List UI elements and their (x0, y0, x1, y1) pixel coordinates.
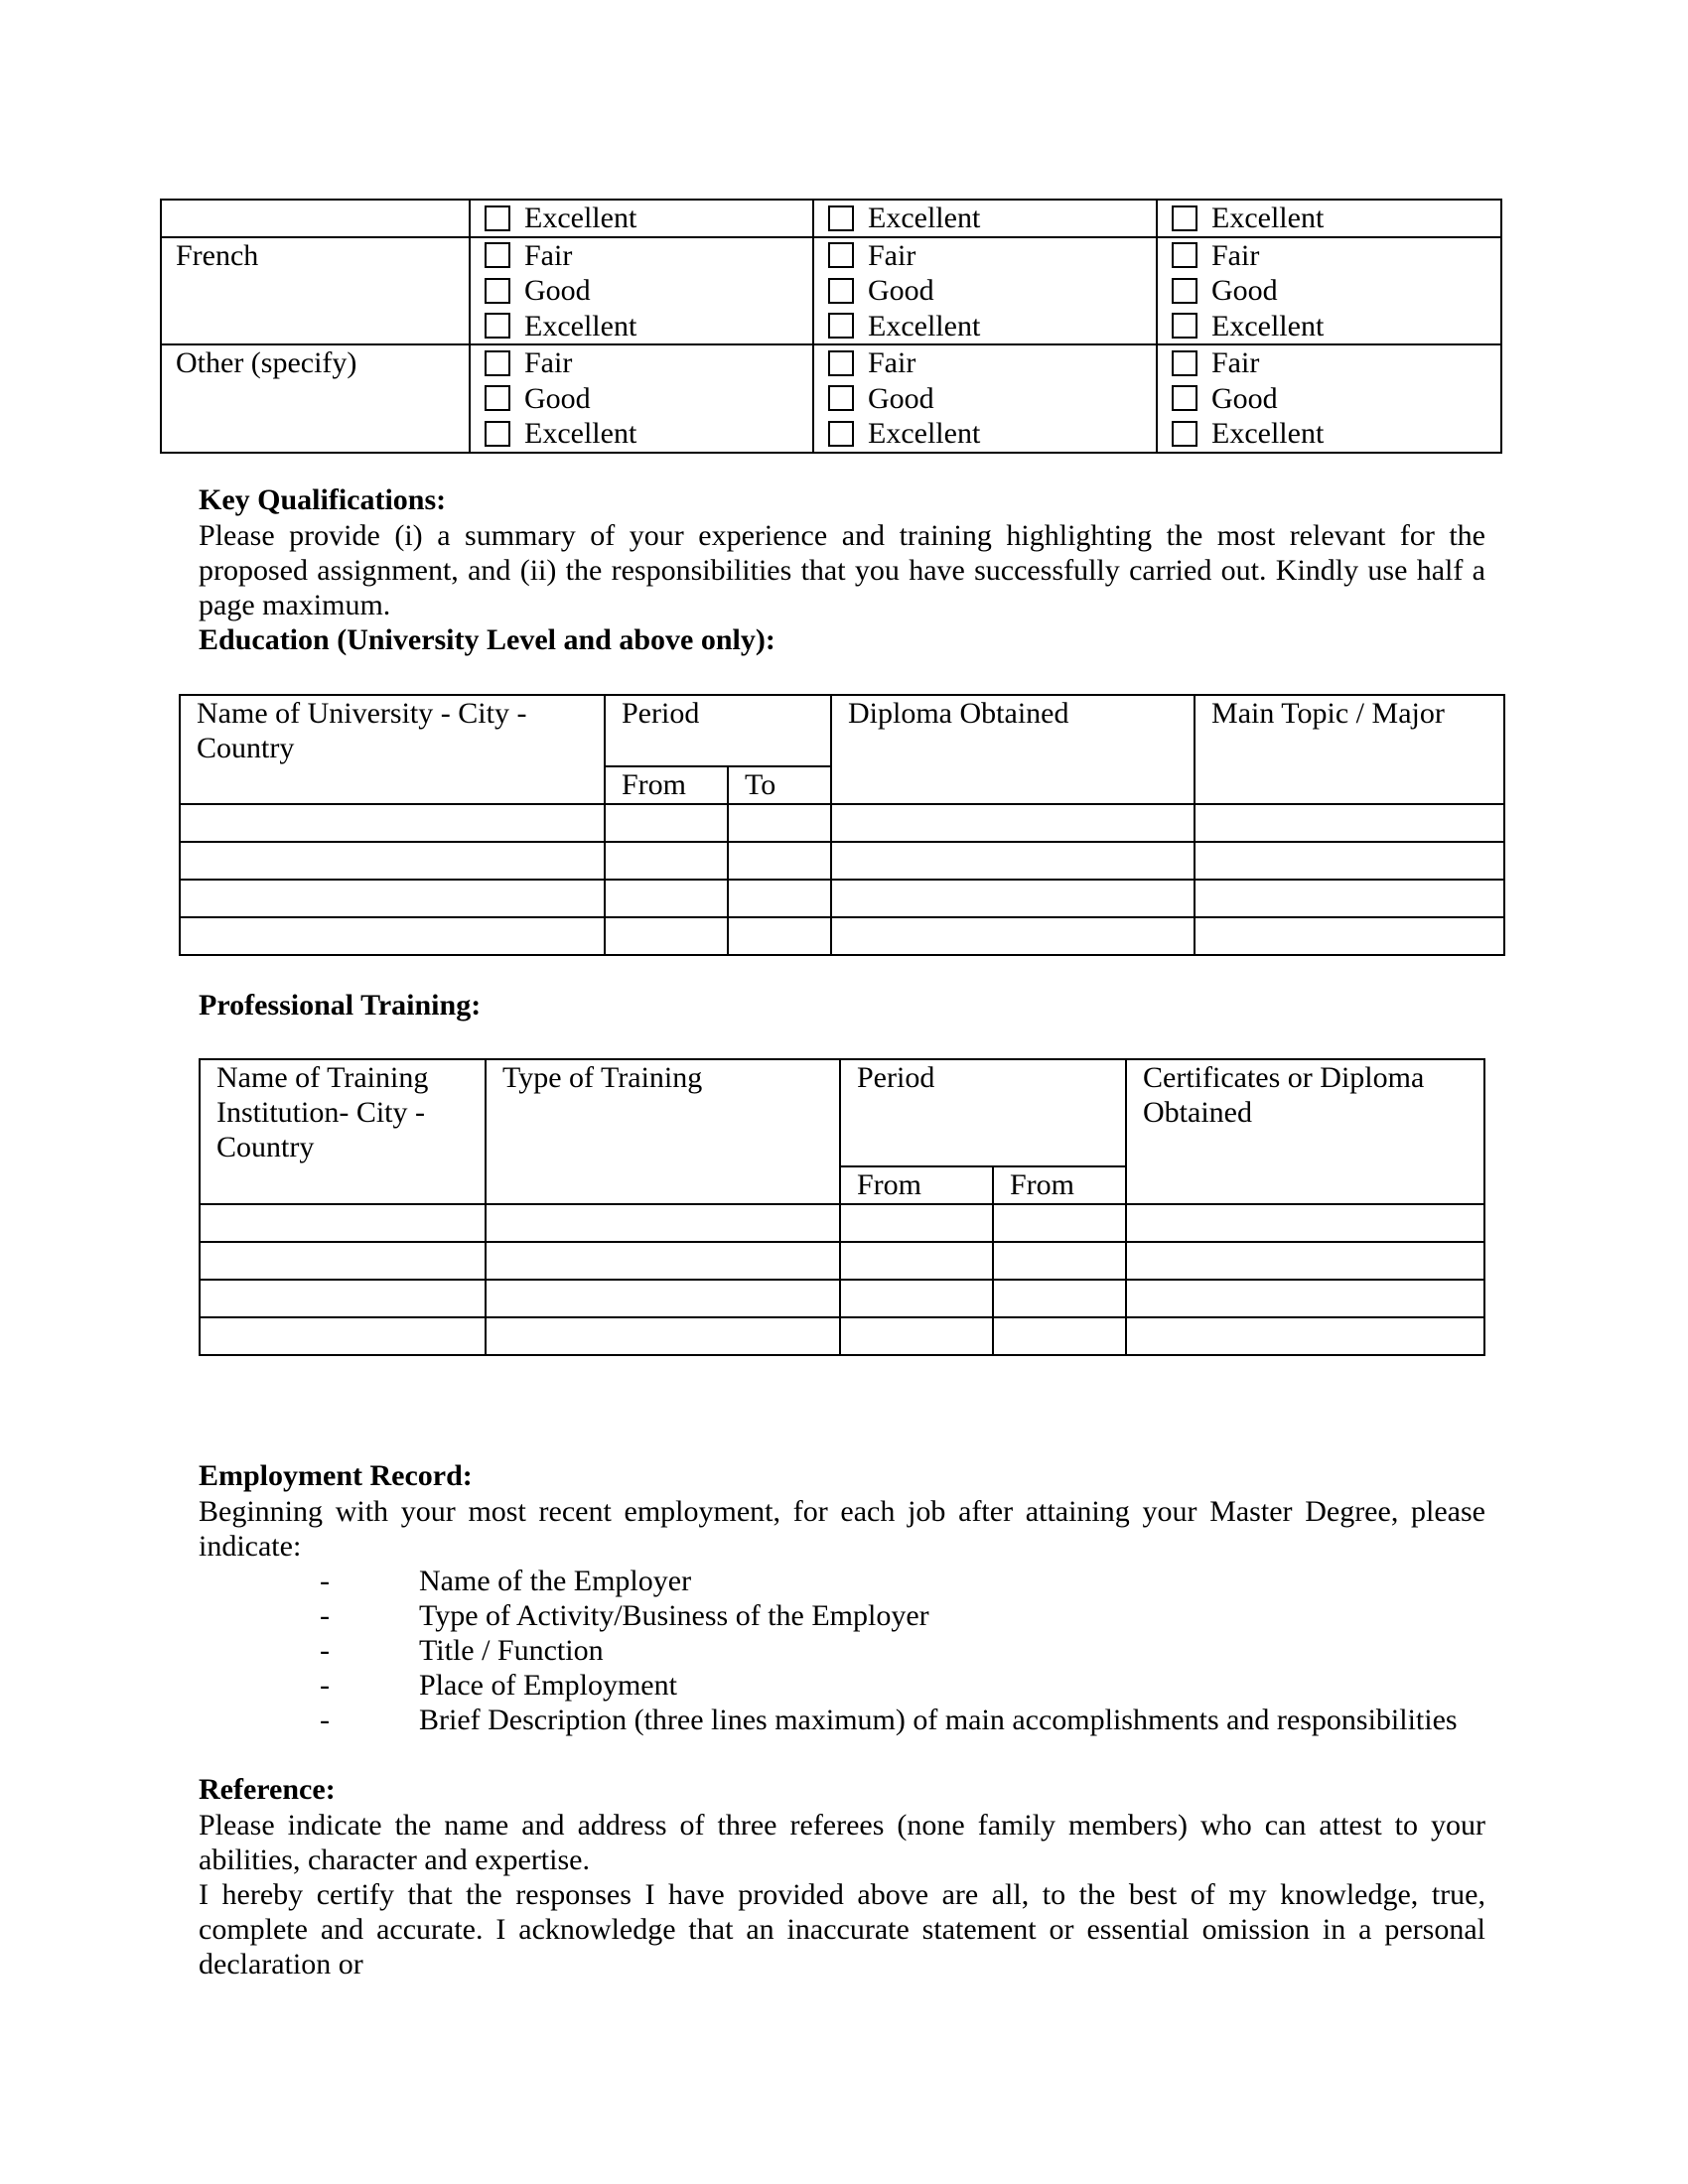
checkbox[interactable] (828, 385, 854, 411)
checkbox[interactable] (828, 205, 854, 231)
option-excellent[interactable]: Excellent (485, 309, 812, 344)
table-cell[interactable] (180, 880, 605, 917)
language-proficiency-table (160, 199, 1502, 454)
option-cell (1157, 200, 1501, 237)
table-cell[interactable] (200, 1204, 486, 1242)
option-good[interactable]: Good (1172, 273, 1500, 309)
certification-text: I hereby certify that the responses I have provided above are all, to the best of my knowledge, true, complete and accurate. I acknowledge that an inaccurate statement or essential omission in a personal declaration or (199, 1878, 1485, 1980)
table-cell[interactable] (200, 1317, 486, 1355)
option-fair[interactable]: Fair (1172, 238, 1500, 274)
header-type: Type of Training (486, 1059, 840, 1204)
option-fair[interactable]: Fair (828, 345, 1156, 381)
checkbox[interactable] (485, 242, 510, 268)
checkbox[interactable] (828, 350, 854, 376)
table-cell[interactable] (1126, 1204, 1484, 1242)
table-cell[interactable] (486, 1242, 840, 1280)
education-title: Education (University Level and above only): (199, 623, 775, 656)
checkbox[interactable] (828, 242, 854, 268)
option-cell (1157, 344, 1501, 453)
list-item: - Name of the Employer (320, 1565, 692, 1597)
header-certificates: Certificates or Diploma Obtained (1126, 1059, 1484, 1204)
option-good[interactable]: Good (485, 381, 812, 417)
table-cell[interactable] (200, 1242, 486, 1280)
checkbox[interactable] (485, 385, 510, 411)
checkbox[interactable] (1172, 350, 1197, 376)
table-cell[interactable] (840, 1317, 993, 1355)
employment-list (0, 1564, 1688, 1737)
table-cell[interactable] (486, 1280, 840, 1317)
table-cell[interactable] (728, 880, 831, 917)
header-from: From (993, 1166, 1126, 1204)
table-cell[interactable] (993, 1204, 1126, 1242)
checkbox[interactable] (828, 421, 854, 447)
table-cell[interactable] (728, 842, 831, 880)
option-excellent[interactable]: Excellent (828, 201, 1156, 236)
checkbox[interactable] (485, 278, 510, 304)
table-cell[interactable] (1195, 842, 1504, 880)
table-cell[interactable] (728, 917, 831, 955)
option-excellent[interactable]: Excellent (1172, 416, 1500, 452)
option-cell (813, 200, 1157, 237)
table-row (200, 1204, 1484, 1242)
checkbox[interactable] (1172, 205, 1197, 231)
checkbox[interactable] (1172, 421, 1197, 447)
table-cell[interactable] (180, 804, 605, 842)
table-cell[interactable] (486, 1204, 840, 1242)
key-qualifications-title: Key Qualifications: (199, 483, 447, 516)
table-header-row (180, 695, 1504, 766)
checkbox[interactable] (828, 313, 854, 339)
option-cell (470, 344, 813, 453)
list-item: - Type of Activity/Business of the Employer (320, 1599, 929, 1632)
option-good[interactable]: Good (485, 273, 812, 309)
language-cell (161, 237, 470, 345)
table-cell[interactable] (840, 1242, 993, 1280)
header-diploma: Diploma Obtained (831, 695, 1195, 804)
table-cell[interactable] (180, 917, 605, 955)
table-cell[interactable] (831, 842, 1195, 880)
table-cell[interactable] (831, 917, 1195, 955)
table-cell[interactable] (1195, 880, 1504, 917)
option-excellent[interactable]: Excellent (828, 309, 1156, 344)
table-cell[interactable] (486, 1317, 840, 1355)
option-good[interactable]: Good (1172, 381, 1500, 417)
table-cell[interactable] (1126, 1317, 1484, 1355)
checkbox[interactable] (485, 350, 510, 376)
language-name: Other (specify) (176, 346, 357, 379)
table-row (180, 917, 1504, 955)
language-name: French (176, 238, 259, 272)
option-cell (470, 237, 813, 345)
option-fair[interactable]: Fair (1172, 345, 1500, 381)
table-row (200, 1242, 1484, 1280)
checkbox[interactable] (1172, 278, 1197, 304)
education-table (179, 694, 1505, 956)
option-fair[interactable]: Fair (828, 238, 1156, 274)
option-excellent[interactable]: Excellent (485, 201, 812, 236)
header-institution: Name of Training Institution- City - Country (200, 1059, 486, 1204)
header-to: To (728, 766, 831, 804)
option-good[interactable]: Good (828, 273, 1156, 309)
checkbox[interactable] (485, 421, 510, 447)
option-fair[interactable]: Fair (485, 238, 812, 274)
language-cell (161, 200, 470, 237)
checkbox[interactable] (485, 205, 510, 231)
table-cell[interactable] (1195, 804, 1504, 842)
option-excellent[interactable]: Excellent (828, 416, 1156, 452)
table-row (161, 237, 1501, 345)
checkbox[interactable] (485, 313, 510, 339)
table-cell[interactable] (200, 1280, 486, 1317)
table-cell[interactable] (993, 1242, 1126, 1280)
table-cell[interactable] (840, 1280, 993, 1317)
employment-intro: Beginning with your most recent employment, for each job after attaining your Master Degree, please indicate: (199, 1495, 1485, 1563)
table-cell[interactable] (1126, 1242, 1484, 1280)
table-row (180, 880, 1504, 917)
employment-record-title: Employment Record: (199, 1459, 473, 1492)
option-cell (1157, 237, 1501, 345)
table-cell[interactable] (831, 804, 1195, 842)
option-excellent[interactable]: Excellent (1172, 309, 1500, 344)
table-row (161, 344, 1501, 453)
option-good[interactable]: Good (828, 381, 1156, 417)
header-from: From (840, 1166, 993, 1204)
table-row (180, 804, 1504, 842)
table-cell[interactable] (993, 1317, 1126, 1355)
header-period: Period (840, 1059, 1126, 1166)
key-qualifications-text: Please provide (i) a summary of your experience and training highlighting the most relevant for the proposed assignment, and (ii) the responsibilities that you have successfully carried out. Kindly use half a page maximum. (199, 519, 1485, 621)
table-cell[interactable] (728, 804, 831, 842)
language-cell (161, 344, 470, 453)
checkbox[interactable] (1172, 385, 1197, 411)
table-cell[interactable] (605, 880, 728, 917)
reference-title: Reference: (199, 1773, 336, 1806)
option-cell (813, 344, 1157, 453)
table-row (161, 200, 1501, 237)
option-excellent[interactable]: Excellent (485, 416, 812, 452)
reference-text: Please indicate the name and address of three referees (none family members) who can attest to your abilities, character and expertise. (199, 1809, 1485, 1876)
table-cell[interactable] (180, 842, 605, 880)
table-cell[interactable] (1126, 1280, 1484, 1317)
header-major: Main Topic / Major (1195, 695, 1504, 804)
training-table (199, 1058, 1485, 1356)
header-university: Name of University - City - Country (180, 695, 605, 804)
table-cell[interactable] (1195, 917, 1504, 955)
list-item: - Brief Description (three lines maximum) of main accomplishments and responsibilities (320, 1704, 1458, 1736)
checkbox[interactable] (1172, 313, 1197, 339)
table-cell[interactable] (605, 804, 728, 842)
list-item: - Title / Function (320, 1634, 604, 1667)
professional-training-title: Professional Training: (199, 989, 482, 1022)
table-row (200, 1280, 1484, 1317)
option-cell (813, 237, 1157, 345)
table-header-row (200, 1059, 1484, 1166)
checkbox[interactable] (1172, 242, 1197, 268)
option-excellent[interactable]: Excellent (1172, 201, 1500, 236)
option-cell (470, 200, 813, 237)
table-row (180, 842, 1504, 880)
table-cell[interactable] (605, 842, 728, 880)
header-from: From (605, 766, 728, 804)
table-cell[interactable] (840, 1204, 993, 1242)
checkbox[interactable] (828, 278, 854, 304)
table-cell[interactable] (831, 880, 1195, 917)
table-cell[interactable] (993, 1280, 1126, 1317)
table-cell[interactable] (605, 917, 728, 955)
option-fair[interactable]: Fair (485, 345, 812, 381)
list-item: - Place of Employment (320, 1669, 677, 1702)
table-row (200, 1317, 1484, 1355)
header-period: Period (605, 695, 831, 766)
